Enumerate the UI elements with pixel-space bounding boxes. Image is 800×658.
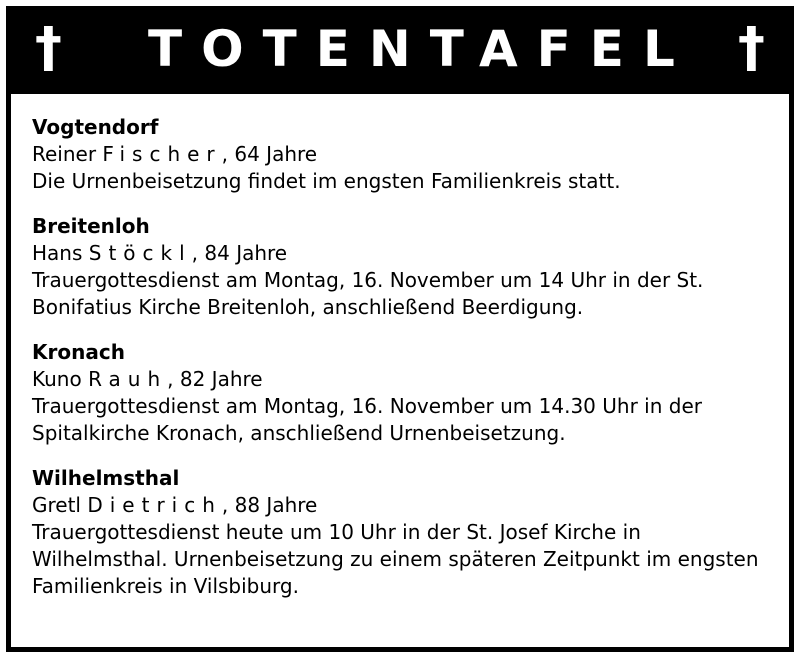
cross-icon: †	[738, 16, 765, 79]
person-line	[32, 492, 777, 519]
obituary-list	[32, 114, 777, 618]
person-line	[32, 240, 777, 267]
place-name: Kronach	[32, 340, 125, 364]
obituary-board	[6, 6, 794, 652]
age: , 82 Jahre	[167, 367, 263, 391]
age: , 88 Jahre	[221, 493, 318, 517]
age: , 64 Jahre	[221, 142, 318, 166]
first-name: Gretl	[32, 493, 81, 517]
place-name: Breitenloh	[32, 214, 150, 238]
place-name: Vogtendorf	[32, 115, 159, 139]
obituary-entry	[32, 114, 777, 195]
place-name: Wilhelmsthal	[32, 466, 180, 490]
service-details: Trauergottesdienst am Montag, 16. November um 14.30 Uhr in der Spitalkirche Kronach, anschließend Urnenbeisetzung.	[32, 394, 702, 445]
first-name: Kuno	[32, 367, 82, 391]
obituary-entry	[32, 213, 777, 321]
person-line	[32, 141, 777, 168]
service-details: Die Urnenbeisetzung findet im engsten Familienkreis statt.	[32, 169, 621, 193]
page-title: TOTENTAFEL	[148, 20, 694, 78]
first-name: Reiner	[32, 142, 97, 166]
service-details: Trauergottesdienst am Montag, 16. November um 14 Uhr in der St. Bonifatius Kirche Breitenloh, anschließend Beerdigung.	[32, 268, 704, 319]
surname: Dietrich	[87, 493, 222, 517]
surname: Fischer	[102, 142, 222, 166]
surname: Stöckl	[88, 241, 192, 265]
service-details: Trauergottesdienst heute um 10 Uhr in der St. Josef Kirche in Wilhelmsthal. Urnenbeisetzung zu einem späteren Zeitpunkt im engsten Familienkreis in Vilsbiburg.	[32, 520, 759, 598]
obituary-entry	[32, 339, 777, 447]
obituary-entry	[32, 465, 777, 600]
age: , 84 Jahre	[191, 241, 288, 265]
surname: Rauh	[88, 367, 168, 391]
first-name: Hans	[32, 241, 83, 265]
person-line	[32, 366, 777, 393]
header-banner	[11, 11, 789, 94]
cross-icon: †	[35, 16, 62, 79]
